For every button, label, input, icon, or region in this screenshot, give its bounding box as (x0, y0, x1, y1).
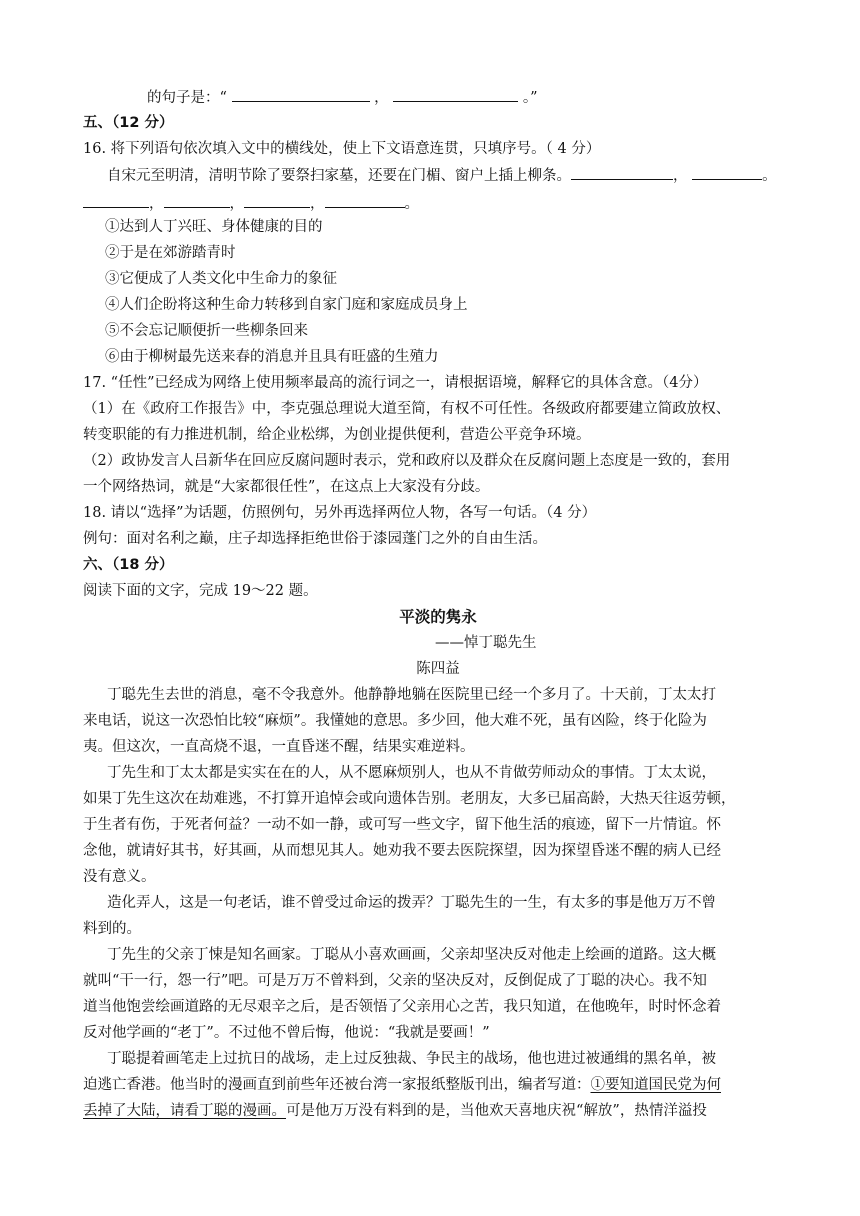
underlined-sentence: 丢掉了大陆，请看丁聪的漫画。 (83, 1103, 286, 1119)
article-title: 平淡的隽永 (399, 608, 477, 626)
q16-sep: ， (229, 196, 244, 212)
q16-sep: ， (310, 196, 325, 212)
q16-prompt: 16. 将下列语句依次填入文中的横线处，使上下文语意连贯，只填序号。（ 4 分） (83, 141, 601, 157)
q16-end: 。 (404, 196, 419, 212)
q17-item2-cont: 一个网络热词，就是“大家都很任性”，在这点上大家没有分歧。 (83, 479, 490, 495)
section-six-instruction: 阅读下面的文字，完成 19～22 题。 (83, 583, 318, 599)
article-paragraph-line: 于生者有伤，于死者何益？一动不如一静，或可写一些文字，留下他生活的痕迹，留下一片情谊。怀 (83, 817, 721, 833)
q16-blank-line (83, 193, 793, 214)
article-paragraph-line: 就叫“干一行，怨一行”吧。可是万万不曾料到，父亲的坚决反对，反倒促成了丁聪的决心。我不知 (83, 973, 707, 989)
section-five-heading: 五、（12 分） (83, 115, 174, 131)
answer-blank[interactable] (571, 165, 673, 180)
article-paragraph-line: 没有意义。 (83, 869, 156, 885)
q16-passage: 自宋元至明清，清明节除了要祭扫家墓，还要在门楣、窗户上插上柳条。 (107, 168, 571, 184)
q16-passage-line (107, 165, 807, 186)
q17-prompt: 17. “任性”已经成为网络上使用频率最高的流行词之一，请根据语境，解释它的具体含意。（4分） (83, 375, 708, 391)
article-paragraph-line: 丁聪先生去世的消息，毫不令我意外。他静静地躺在医院里已经一个多月了。十天前，丁太太打 (107, 687, 716, 703)
answer-blank[interactable] (692, 165, 762, 180)
article-paragraph-line: 念他，就请好其书，好其画，从而想见其人。她劝我不要去医院探望，因为探望昏迷不醒的病人已经 (83, 843, 721, 859)
article-subtitle: ——悼丁聪先生 (435, 635, 537, 651)
article-paragraph-line: 道当他饱尝绘画道路的无尽艰辛之后，是否领悟了父亲用心之苦，我只知道，在他晚年，时时怀念着 (83, 999, 721, 1015)
answer-blank[interactable] (164, 193, 230, 208)
answer-blank[interactable] (325, 193, 405, 208)
article-text: 迫逃亡香港。他当时的漫画直到前些年还被台湾一家报纸整版刊出，编者写道： (83, 1077, 591, 1093)
article-paragraph-line: 料到的。 (83, 921, 141, 937)
q16-option: ②于是在郊游踏青时 (105, 245, 236, 261)
q16-option: ③它便成了人类文化中生命力的象征 (105, 271, 337, 287)
article-paragraph-line: 夷。但这次，一直高烧不退，一直昏迷不醒，结果实难逆料。 (83, 739, 475, 755)
intro-prefix: 的句子是：“ (147, 90, 227, 106)
answer-blank[interactable] (232, 87, 370, 102)
q16-end: 。 (762, 168, 777, 184)
article-paragraph-line: 如果丁先生这次在劫难逃，不打算开追悼会或向遗体告别。老朋友，大多已届高龄，大热天往返劳顿， (83, 791, 736, 807)
underlined-sentence: ①要知道国民党为何 (590, 1077, 721, 1093)
answer-blank[interactable] (244, 193, 310, 208)
article-text: 可是他万万没有料到的是，当他欢天喜地庆祝“解放”，热情洋溢投 (286, 1103, 707, 1119)
q16-sep: ， (673, 168, 688, 184)
q16-option: ④人们企盼将这种生命力转移到自家门庭和家庭成员身上 (105, 297, 468, 313)
q17-item1-cont: 转变职能的有力推进机制，给企业松绑，为创业提供便利，营造公平竞争环境。 (83, 427, 591, 443)
q16-option: ⑤不会忘记顺便折一些柳条回来 (105, 323, 308, 339)
q16-sep: ， (149, 196, 164, 212)
q18-example: 例句：面对名利之巅，庄子却选择拒绝世俗于漆园蓬门之外的自由生活。 (83, 531, 547, 547)
article-paragraph-line (83, 1101, 793, 1121)
q17-item2: （2）政协发言人吕新华在回应反腐问题时表示，党和政府以及群众在反腐问题上态度是一致的，套用 (83, 453, 731, 469)
article-paragraph-line: 来电话，说这一次恐怕比较“麻烦”。我懂她的意思。多少回，他大难不死，虽有凶险，终于化险为 (83, 713, 707, 729)
article-paragraph-line: 反对他学画的“老丁”。不过他不曾后悔，他说：“我就是要画！” (83, 1025, 490, 1041)
article-author: 陈四益 (416, 661, 460, 677)
q18-prompt: 18. 请以“选择”为话题，仿照例句，另外再选择两位人物，各写一句话。（4 分） (83, 505, 597, 521)
answer-blank[interactable] (393, 87, 518, 102)
q16-option: ⑥由于柳树最先送来春的消息并且具有旺盛的生殖力 (105, 349, 439, 365)
intro-suffix: 。” (522, 90, 538, 106)
intro-sep: ， (374, 90, 389, 106)
q16-option: ①达到人丁兴旺、身体健康的目的 (105, 219, 323, 235)
article-paragraph-line: 丁先生和丁太太都是实实在在的人，从不愿麻烦别人，也从不肯做劳师动众的事情。丁太太说， (107, 765, 716, 781)
answer-blank[interactable] (83, 193, 149, 208)
article-paragraph-line (83, 1075, 793, 1095)
article-paragraph-line: 丁聪提着画笔走上过抗日的战场，走上过反独裁、争民主的战场，他也进过被通缉的黑名单，被 (107, 1051, 716, 1067)
section-six-heading: 六、（18 分） (83, 557, 174, 573)
article-paragraph-line: 丁先生的父亲丁悚是知名画家。丁聪从小喜欢画画，父亲却坚决反对他走上绘画的道路。这大概 (107, 947, 716, 963)
article-paragraph-line: 造化弄人，这是一句老话，谁不曾受过命运的拨弄？丁聪先生的一生，有太多的事是他万万不曾 (107, 895, 716, 911)
q17-item1: （1）在《政府工作报告》中，李克强总理说大道至简，有权不可任性。各级政府都要建立简政放权、 (83, 401, 731, 417)
intro-line (147, 87, 857, 108)
